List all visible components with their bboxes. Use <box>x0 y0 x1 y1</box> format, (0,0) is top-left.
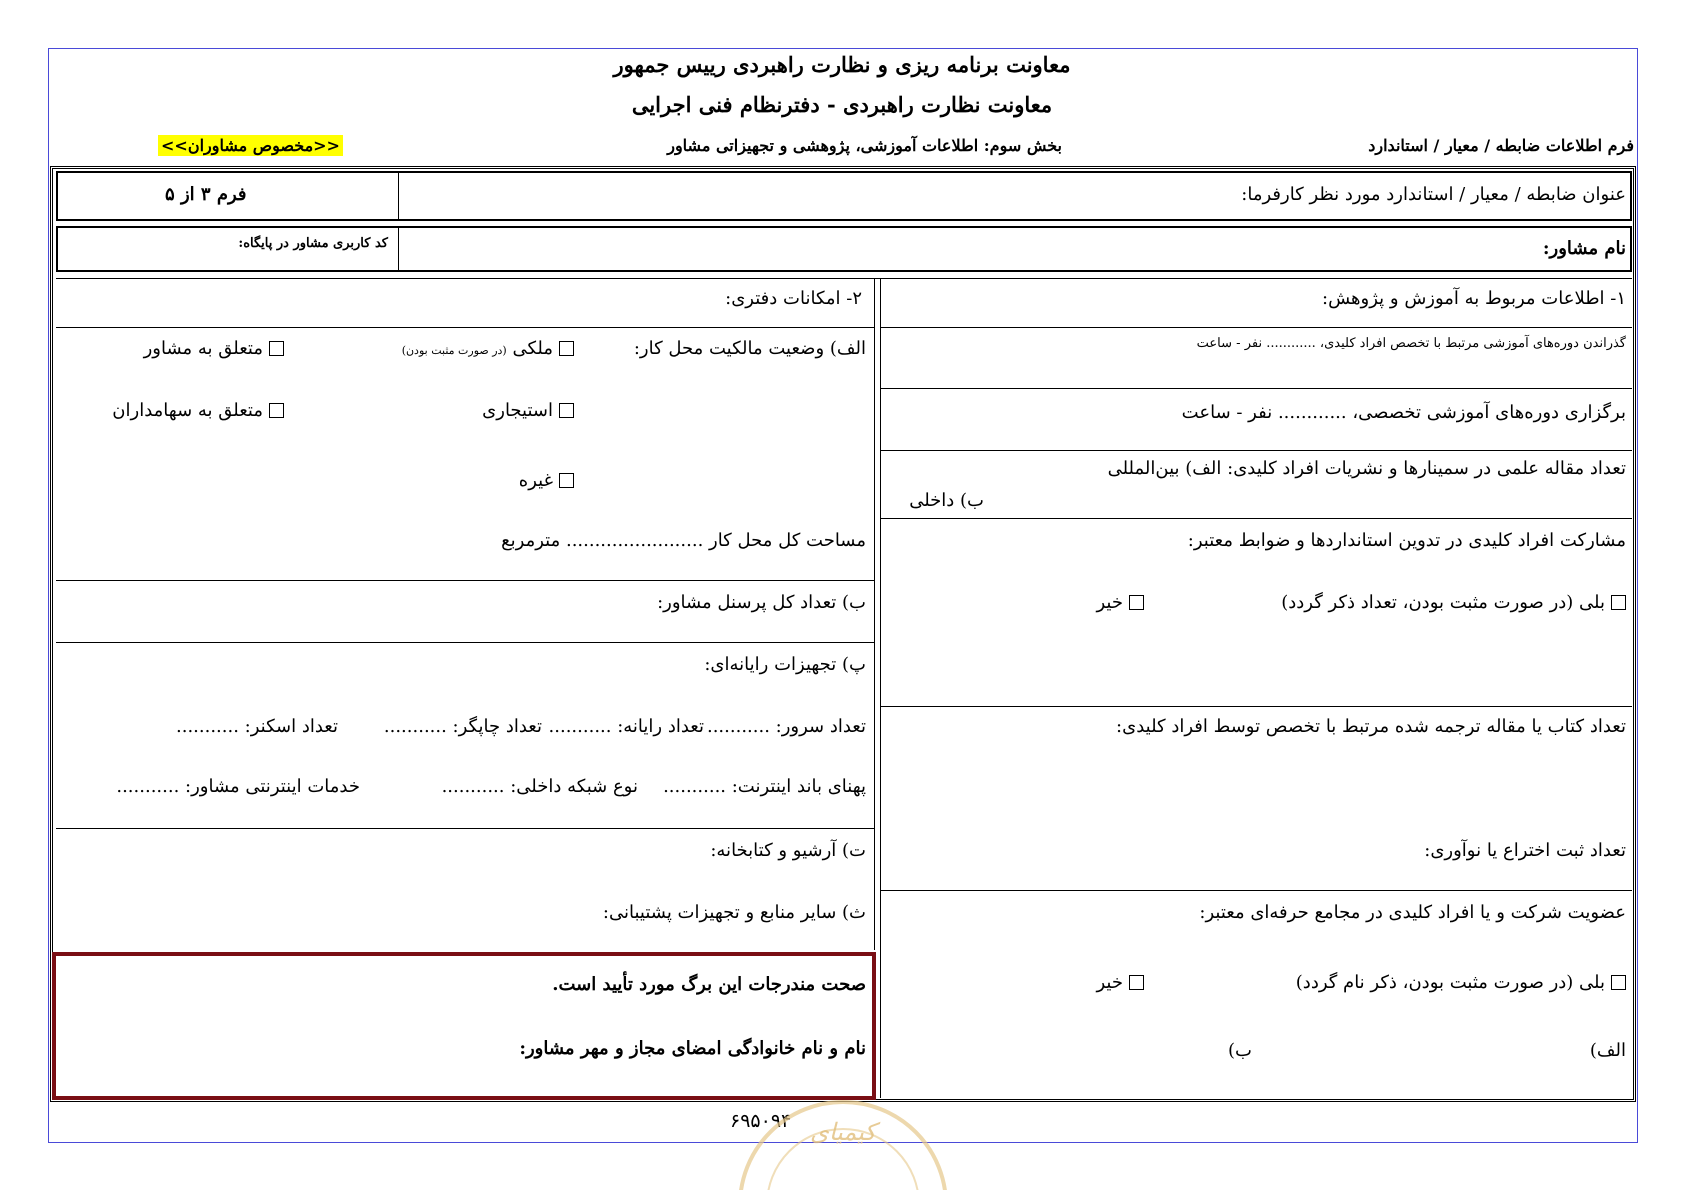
rental-option[interactable]: استیجاری <box>482 400 574 421</box>
articles-domestic[interactable]: ب) داخلی <box>909 490 984 511</box>
total-personnel-field[interactable]: ب) تعداد کل پرسنل مشاور: <box>657 592 866 613</box>
checkbox-icon[interactable] <box>1611 595 1626 610</box>
checkbox-icon[interactable] <box>269 403 284 418</box>
user-code-field[interactable]: کد کاربری مشاور در پایگاه: <box>238 236 388 251</box>
training-courses-held[interactable]: برگزاری دوره‌های آموزشی تخصصی، ............ نفر - ساعت <box>1181 402 1626 423</box>
checkbox-icon[interactable] <box>1611 975 1626 990</box>
consultant-name-field[interactable]: نام مشاور: <box>1542 238 1626 259</box>
section-title: بخش سوم: اطلاعات آموزشی، پژوهشی و تجهیزاتی مشاور <box>667 136 1062 155</box>
internet-services-field[interactable]: خدمات اینترنتی مشاور: ........... <box>116 776 360 797</box>
education-research-heading: ۱- اطلاعات مربوط به آموزش و پژوهش: <box>1322 288 1626 309</box>
checkbox-icon[interactable] <box>559 341 574 356</box>
standards-participation: مشارکت افراد کلیدی در تدوین استانداردها و ضوابط معتبر: <box>1187 530 1626 551</box>
stamp-watermark: کیمیای <box>738 1100 948 1190</box>
standards-yes-option[interactable]: بلی (در صورت مثبت بودن، تعداد ذکر گردد) <box>1281 592 1626 613</box>
owned-option[interactable]: ملکی (در صورت مثبت بودن) <box>402 338 574 359</box>
form-type-title: فرم اطلاعات ضابطه / معیار / استاندارد <box>1368 136 1634 155</box>
footer-number: ۶۹۵۰۹۴ <box>730 1110 792 1132</box>
header-line-2: معاونت نظارت راهبردی - دفترنظام فنی اجرایی <box>631 92 1053 117</box>
membership-no-option[interactable]: خیر <box>1097 972 1145 993</box>
books-translated[interactable]: تعداد کتاب یا مقاله ترجمه شده مرتبط با تخصص توسط افراد کلیدی: <box>1116 716 1626 737</box>
form-number: فرم ۳ از ۵ <box>165 184 247 205</box>
standards-no-option[interactable]: خیر <box>1097 592 1145 613</box>
printers-count-field[interactable]: تعداد چاپگر: ........... <box>383 716 542 737</box>
articles-international[interactable]: تعداد مقاله علمی در سمینارها و نشریات افراد کلیدی: الف) بین‌المللی <box>1107 458 1626 479</box>
professional-membership: عضویت شرکت و یا افراد کلیدی در مجامع حرفه‌ای معتبر: <box>1199 902 1626 923</box>
other-resources-field[interactable]: ث) سایر منابع و تجهیزات پشتیبانی: <box>602 902 866 923</box>
training-courses-attended[interactable]: گذراندن دوره‌های آموزشی مرتبط با تخصص افراد کلیدی، ............ نفر - ساعت <box>1196 336 1626 351</box>
checkbox-icon[interactable] <box>1129 975 1144 990</box>
membership-item-b[interactable]: ب) <box>1228 1040 1252 1061</box>
other-option[interactable]: غیره <box>519 470 574 491</box>
computers-count-field[interactable]: تعداد رایانه: ........... <box>548 716 704 737</box>
servers-count-field[interactable]: تعداد سرور: ........... <box>706 716 866 737</box>
network-type-field[interactable]: نوع شبکه داخلی: ........... <box>441 776 638 797</box>
archive-library-field[interactable]: ت) آرشیو و کتابخانه: <box>710 840 866 861</box>
header-line-1: معاونت برنامه ریزی و نظارت راهبردی رییس جمهور <box>613 52 1071 77</box>
membership-yes-option[interactable]: بلی (در صورت مثبت بودن، ذکر نام گردد) <box>1296 972 1626 993</box>
checkbox-icon[interactable] <box>559 473 574 488</box>
computer-equipment-label: پ) تجهیزات رایانه‌ای: <box>704 654 866 675</box>
belongs-to-consultant-option[interactable]: متعلق به مشاور <box>144 338 284 359</box>
workplace-ownership-label: الف) وضعیت مالکیت محل کار: <box>633 338 866 359</box>
standard-title-field[interactable]: عنوان ضابطه / معیار / استاندارد مورد نظر کارفرما: <box>1241 184 1626 205</box>
signature-field[interactable]: نام و نام خانوادگی امضای مجاز و مهر مشاور: <box>519 1038 866 1059</box>
workplace-area-field[interactable]: مساحت کل محل کار ........................ مترمربع <box>501 530 866 551</box>
internet-bandwidth-field[interactable]: پهنای باند اینترنت: ........... <box>663 776 866 797</box>
confirmation-text: صحت مندرجات این برگ مورد تأیید است. <box>552 974 866 995</box>
scanners-count-field[interactable]: تعداد اسکنر: ........... <box>176 716 338 737</box>
belongs-to-shareholders-option[interactable]: متعلق به سهامداران <box>112 400 284 421</box>
consultants-only-badge: <<مخصوص مشاوران>> <box>158 135 343 156</box>
checkbox-icon[interactable] <box>269 341 284 356</box>
office-facilities-heading: ۲- امکانات دفتری: <box>725 288 862 309</box>
checkbox-icon[interactable] <box>559 403 574 418</box>
membership-item-a[interactable]: الف) <box>1589 1040 1626 1061</box>
checkbox-icon[interactable] <box>1129 595 1144 610</box>
patents-count[interactable]: تعداد ثبت اختراع یا نوآوری: <box>1424 840 1626 861</box>
